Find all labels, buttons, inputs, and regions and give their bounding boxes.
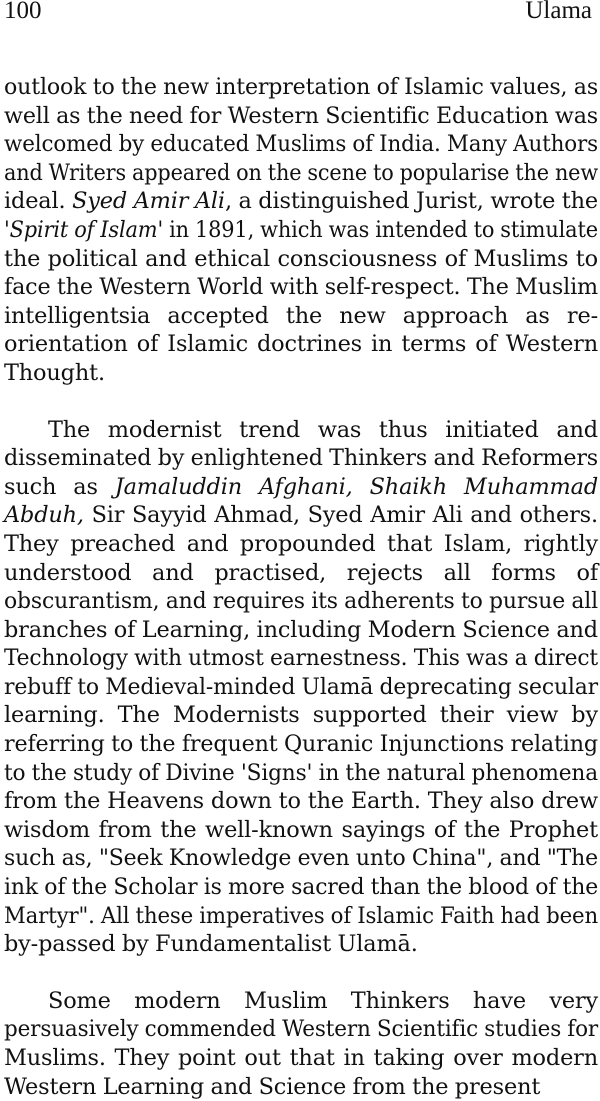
text-run: Muslims. They point out that in taking over modern (4, 1045, 598, 1071)
text-line (4, 1073, 598, 1101)
text-line (4, 530, 598, 559)
text-line (4, 787, 598, 816)
text-run: such as, "Seek Knowledge even unto China", and "The (4, 845, 598, 872)
page-number: 100 (4, 0, 42, 24)
text-line (4, 187, 598, 216)
text-run: the political and ethical consciousness of Muslims to (4, 245, 598, 272)
text-run: They preached and propounded that Islam, rightly (4, 530, 598, 557)
text-run: and Writers appeared on the scene to popularise the new (4, 159, 599, 186)
text-run: to the study of Divine 'Signs' in the natural phenomena (4, 759, 598, 786)
text-line (4, 216, 598, 245)
text-line (4, 930, 598, 959)
text-run: Western Learning and Science from the present (4, 1073, 541, 1100)
text-line (4, 873, 598, 902)
text-run: face the Western World with self-respect. The Muslim (4, 274, 598, 301)
text-run: Technology with utmost earnestness. This was a direct (4, 645, 599, 672)
text-line (4, 245, 598, 274)
running-title: Ulama (525, 0, 592, 24)
text-line (4, 359, 598, 388)
text-line (4, 759, 598, 788)
paragraph (4, 987, 598, 1101)
paragraph (4, 416, 598, 959)
text-run: disseminated by enlightened Thinkers and Reformers (4, 445, 599, 472)
text-run: welcomed by educated Muslims of India. Many Authors (4, 131, 599, 158)
text-line (4, 1015, 598, 1044)
text-line (4, 1044, 598, 1073)
text-line (4, 987, 598, 1016)
text-line (4, 159, 598, 188)
text-run: ink of the Scholar is more sacred than the blood of the (4, 874, 599, 901)
italic-text: Syed Amir Ali (72, 188, 225, 215)
running-header (0, 0, 600, 30)
text-line (4, 644, 598, 673)
text-line (4, 273, 598, 302)
text-line (4, 730, 598, 759)
text-line (4, 673, 598, 702)
text-line (4, 816, 598, 845)
text-line (4, 701, 598, 730)
text-line (4, 130, 598, 159)
italic-text: Spirit of Islam (9, 216, 158, 243)
paragraph (4, 73, 598, 388)
text-run: intelligentsia accepted the new approach as re- (4, 302, 598, 329)
text-run: Sir Sayyid Ahmad, Syed Amir Ali and others. (83, 502, 598, 529)
text-line (4, 473, 598, 502)
paragraph-gap (4, 959, 598, 987)
text-run: by-passed by Fundamentalist Ulamā. (4, 931, 418, 958)
italic-text: Abduh, (4, 502, 84, 529)
text-run: learning. The Modernists supported their view by (4, 702, 598, 729)
paragraph-gap (4, 388, 598, 416)
text-run: ideal. (4, 188, 73, 215)
text-run: Thought. (4, 359, 105, 386)
text-run: ' (4, 216, 10, 243)
italic-text: Jamaluddin Afghani, Shaikh Muhammad (114, 473, 598, 500)
text-run: outlook to the new interpretation of Islamic values, as (4, 74, 599, 100)
text-line (4, 844, 598, 873)
text-line (4, 902, 598, 931)
text-run: ' in 1891, which was intended to stimulate (157, 216, 598, 243)
text-run: persuasively commended Western Scientific studies for (4, 1016, 599, 1043)
body-text (4, 73, 598, 1101)
text-line (4, 587, 598, 616)
text-run: orientation of Islamic doctrines in terms of Western (4, 331, 598, 358)
text-run: The modernist trend was thus initiated and (48, 416, 598, 443)
text-run: Martyr". All these imperatives of Islamic Faith had been (4, 902, 599, 929)
text-run: rebuff to Medieval-minded Ulamā deprecating secular (4, 673, 599, 700)
text-run: well as the need for Western Scientific Education was (4, 102, 599, 129)
text-line (4, 302, 598, 331)
text-run: , a distinguished Jurist, wrote the (224, 188, 598, 215)
text-line (4, 501, 598, 530)
text-run: Some modern Muslim Thinkers have very (48, 987, 598, 1014)
text-run: referring to the frequent Quranic Injunctions relating (4, 731, 598, 758)
text-line (4, 330, 598, 359)
text-run: wisdom from the well-known sayings of the Prophet (4, 816, 598, 843)
text-line (4, 444, 598, 473)
text-line (4, 416, 598, 445)
text-run: obscurantism, and requires its adherents to pursue all (4, 588, 599, 615)
text-run: branches of Learning, including Modern Science and (4, 616, 598, 643)
text-line (4, 73, 598, 102)
text-line (4, 102, 598, 131)
text-line (4, 616, 598, 645)
text-run: understood and practised, rejects all forms of (4, 559, 598, 586)
text-run: such as (4, 473, 115, 500)
text-line (4, 559, 598, 588)
text-run: from the Heavens down to the Earth. They also drew (4, 788, 598, 815)
